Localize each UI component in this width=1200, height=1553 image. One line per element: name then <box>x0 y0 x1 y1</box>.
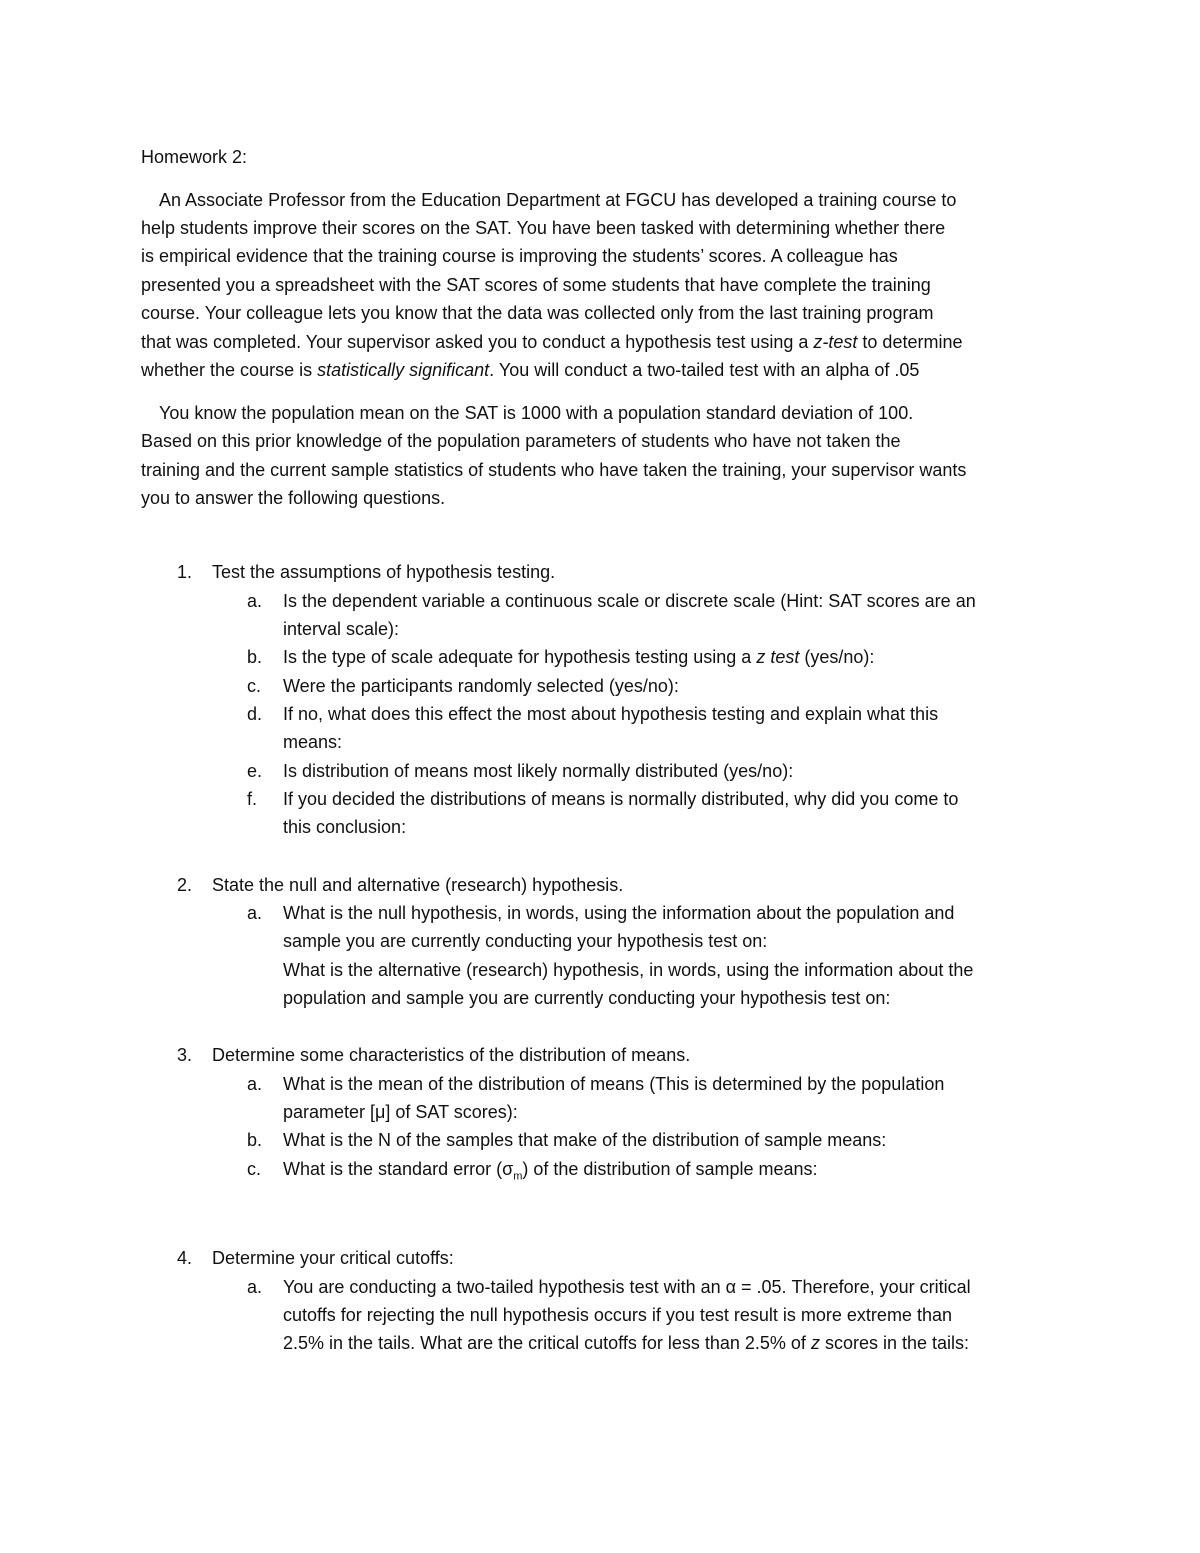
question-3c-label: c. <box>247 1159 262 1179</box>
question-4a-line-2: cutoffs for rejecting the null hypothesis occurs if you test result is more extreme than <box>283 1305 952 1325</box>
paragraph-1-line-7-text: whether the course is <box>141 360 318 380</box>
question-1f-line-2: this conclusion: <box>283 817 407 837</box>
question-3-text: Determine some characteristics of the distribution of means. <box>212 1045 691 1065</box>
question-3c-tail: ) of the distribution of sample means: <box>522 1159 818 1179</box>
paragraph-1-line-5: course. Your colleague lets you know that the data was collected only from the last training program <box>141 303 934 323</box>
question-1b-tail: (yes/no): <box>799 647 875 667</box>
question-1f-line-1: If you decided the distributions of means is normally distributed, why did you come to <box>283 789 959 809</box>
question-3c-line-1 <box>283 1155 818 1183</box>
z-test-term-2: z test <box>756 647 800 667</box>
question-2a-line-2: sample you are currently conducting your hypothesis test on: <box>283 931 768 951</box>
paragraph-2-line-3: training and the current sample statistics of students who have taken the training, your supervisor wants <box>141 460 967 480</box>
paragraph-1-line-6-tail: to determine <box>857 332 963 352</box>
paragraph-2-line-1: You know the population mean on the SAT is 1000 with a population standard deviation of 100. <box>159 403 914 423</box>
paragraph-1-line-6 <box>141 328 962 356</box>
question-3b-label: b. <box>247 1130 263 1150</box>
paragraph-1-line-6-text: that was completed. Your supervisor asked you to conduct a hypothesis test using a <box>141 332 814 352</box>
question-1-text: Test the assumptions of hypothesis testing. <box>212 562 556 582</box>
sigma-m-subscript: m <box>513 1170 523 1183</box>
question-4a-line-1: You are conducting a two-tailed hypothesis test with an α = .05. Therefore, your critical <box>283 1277 971 1297</box>
paragraph-2-line-2: Based on this prior knowledge of the population parameters of students who have not taken the <box>141 431 901 451</box>
paragraph-1-line-3: is empirical evidence that the training course is improving the students’ scores. A colleague has <box>141 246 898 266</box>
statistically-significant-term: statistically significant <box>317 360 490 380</box>
question-4-text: Determine your critical cutoffs: <box>212 1248 454 1268</box>
question-1c-line-1: Were the participants randomly selected (yes/no): <box>283 676 679 696</box>
question-1c-label: c. <box>247 676 262 696</box>
question-4a-line-3-text: 2.5% in the tails. What are the critical cutoffs for less than 2.5% of <box>283 1333 811 1353</box>
question-3a-line-2: parameter [μ] of SAT scores): <box>283 1102 518 1122</box>
question-1a-line-1: Is the dependent variable a continuous scale or discrete scale (Hint: SAT scores are an <box>283 591 976 611</box>
question-1d-label: d. <box>247 704 263 724</box>
z-scores-term: z <box>810 1333 820 1353</box>
paragraph-1-line-7 <box>141 356 919 384</box>
question-2-text: State the null and alternative (research) hypothesis. <box>212 875 624 895</box>
question-1b-text: Is the type of scale adequate for hypothesis testing using a <box>283 647 757 667</box>
question-2a-line-1: What is the null hypothesis, in words, using the information about the population and <box>283 903 955 923</box>
question-1d-line-2: means: <box>283 732 343 752</box>
question-1d-line-1: If no, what does this effect the most about hypothesis testing and explain what this <box>283 704 939 724</box>
question-1e-label: e. <box>247 761 263 781</box>
question-2a-line-4: population and sample you are currently conducting your hypothesis test on: <box>283 988 891 1008</box>
question-4a-line-3 <box>283 1329 969 1357</box>
question-3b-line-1: What is the N of the samples that make of the distribution of sample means: <box>283 1130 887 1150</box>
z-test-term: z-test <box>813 332 858 352</box>
question-1b-line-1 <box>283 643 874 671</box>
paragraph-1-line-1: An Associate Professor from the Education Department at FGCU has developed a training course to <box>159 190 957 210</box>
question-2-number: 2. <box>177 875 193 895</box>
question-1e-line-1: Is distribution of means most likely normally distributed (yes/no): <box>283 761 794 781</box>
paragraph-1-line-7-tail: . You will conduct a two-tailed test with an alpha of .05 <box>489 360 920 380</box>
question-2a-line-3: What is the alternative (research) hypothesis, in words, using the information about the <box>283 960 974 980</box>
document-title: Homework 2: <box>141 147 248 167</box>
question-1b-label: b. <box>247 647 263 667</box>
question-4a-line-3-tail: scores in the tails: <box>819 1333 969 1353</box>
question-4a-label: a. <box>247 1277 263 1297</box>
question-2a-label: a. <box>247 903 263 923</box>
question-1f-label: f. <box>247 789 258 809</box>
question-1-number: 1. <box>177 562 193 582</box>
question-3-number: 3. <box>177 1045 193 1065</box>
paragraph-1-line-4: presented you a spreadsheet with the SAT scores of some students that have complete the training <box>141 275 931 295</box>
question-1a-line-2: interval scale): <box>283 619 400 639</box>
paragraph-1-line-2: help students improve their scores on the SAT. You have been tasked with determining whether there <box>141 218 946 238</box>
paragraph-2-line-4: you to answer the following questions. <box>141 488 446 508</box>
question-3a-line-1: What is the mean of the distribution of means (This is determined by the population <box>283 1074 945 1094</box>
question-1a-label: a. <box>247 591 263 611</box>
question-4-number: 4. <box>177 1248 193 1268</box>
question-3c-text: What is the standard error (σ <box>283 1159 514 1179</box>
question-3a-label: a. <box>247 1074 263 1094</box>
